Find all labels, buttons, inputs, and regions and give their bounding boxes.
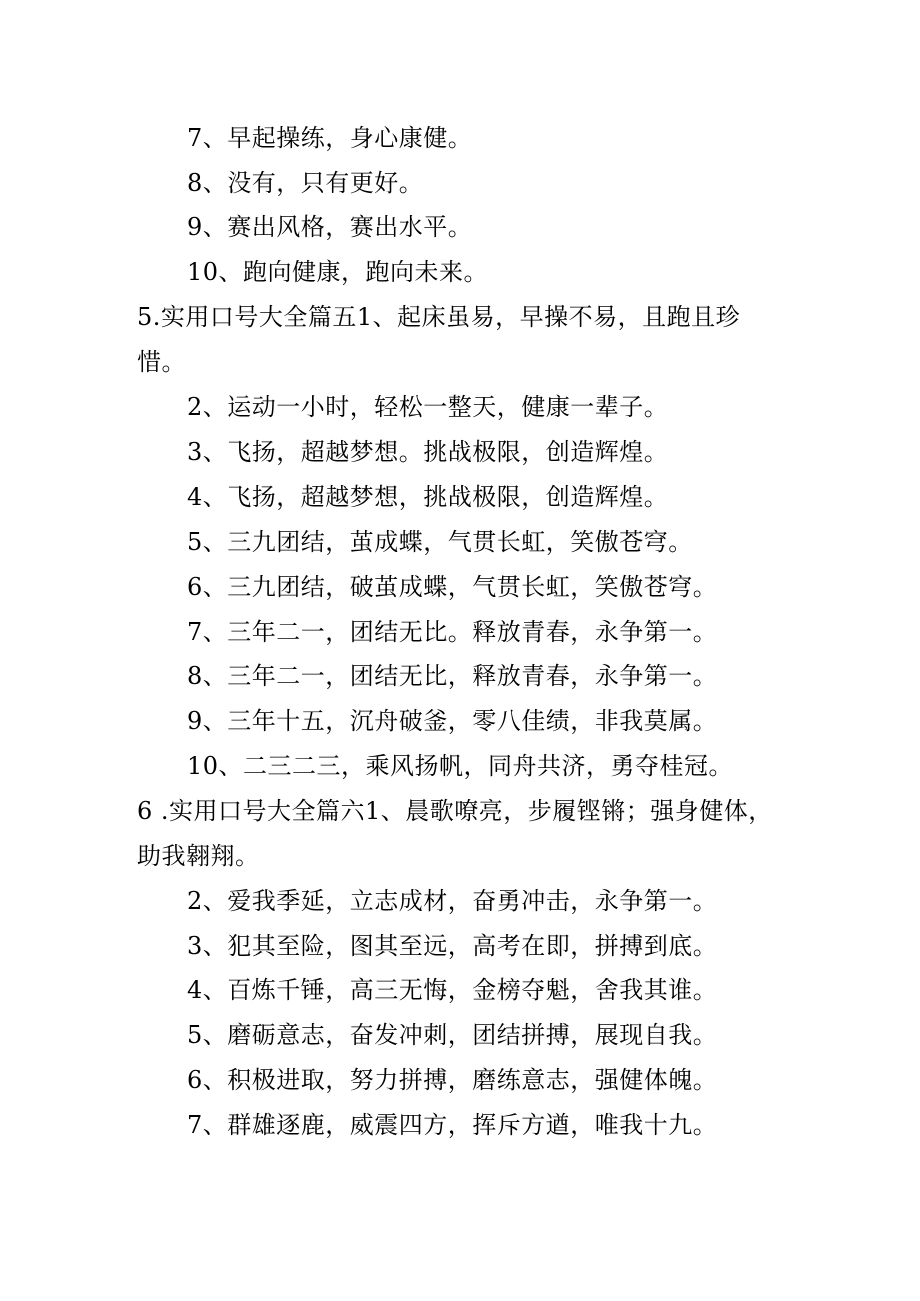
slogan-line: 8、三年二一，团结无比，释放青春，永争第一。 xyxy=(187,662,718,690)
slogan-line: 5、三九团结，茧成蝶，气贯长虹，笑傲苍穹。 xyxy=(187,528,693,556)
slogan-line: 2、运动一小时，轻松一整天，健康一辈子。 xyxy=(187,393,669,421)
slogan-line: 9、赛出风格，赛出水平。 xyxy=(187,213,473,241)
slogan-line: 9、三年十五，沉舟破釜，零八佳绩，非我莫属。 xyxy=(187,707,718,735)
slogan-line: 6、积极进取，努力拼搏，磨练意志，强健体魄。 xyxy=(187,1066,718,1094)
section-heading-continued: 助我翱翔。 xyxy=(137,842,260,870)
slogan-line: 3、飞扬，超越梦想。挑战极限，创造辉煌。 xyxy=(187,438,669,466)
slogan-line: 7、三年二一，团结无比。释放青春，永争第一。 xyxy=(187,618,718,646)
slogan-line: 6、三九团结，破茧成蝶，气贯长虹，笑傲苍穹。 xyxy=(187,573,718,601)
section-heading: 5.实用口号大全篇五1、起床虽易，早操不易，且跑且珍 xyxy=(137,303,741,331)
slogan-line: 7、早起操练，身心康健。 xyxy=(187,124,473,152)
slogan-line: 5、磨砺意志，奋发冲刺，团结拼搏，展现自我。 xyxy=(187,1021,718,1049)
slogan-line: 8、没有，只有更好。 xyxy=(187,169,424,197)
slogan-line: 10、二三二三，乘风扬帆，同舟共济，勇夺桂冠。 xyxy=(187,752,734,780)
slogan-line: 7、群雄逐鹿，威震四方，挥斥方遒，唯我十九。 xyxy=(187,1111,718,1139)
slogan-line: 3、犯其至险，图其至远，高考在即，拼搏到底。 xyxy=(187,932,718,960)
section-heading-continued: 惜。 xyxy=(137,348,186,376)
section-heading: 6 .实用口号大全篇六1、晨歌嘹亮，步履铿锵；强身健体， xyxy=(137,797,773,825)
slogan-line: 10、跑向健康，跑向未来。 xyxy=(187,258,489,286)
slogan-line: 4、百炼千锤，高三无悔，金榜夺魁，舍我其谁。 xyxy=(187,976,718,1004)
slogan-line: 4、飞扬，超越梦想，挑战极限，创造辉煌。 xyxy=(187,483,669,511)
slogan-line: 2、爱我季延，立志成材，奋勇冲击，永争第一。 xyxy=(187,887,718,915)
